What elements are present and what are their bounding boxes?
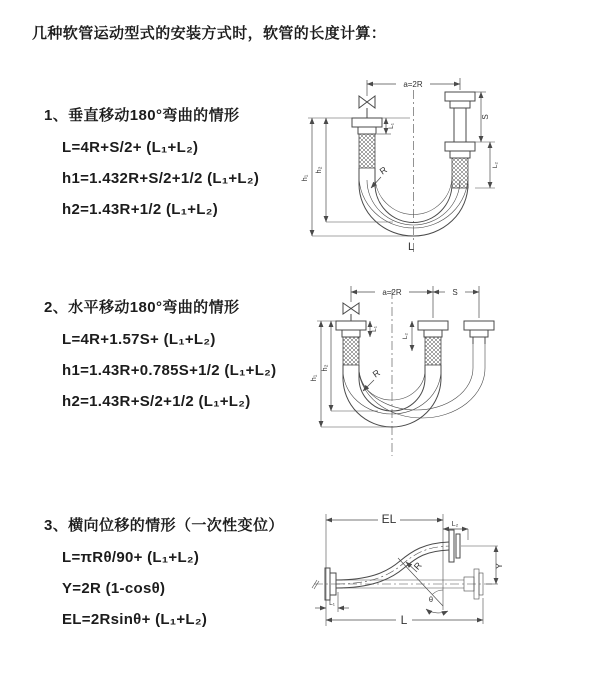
d1-label-h2: h₂ bbox=[314, 166, 323, 174]
d3-angle-construction bbox=[398, 558, 448, 613]
d2-label-l2: L₂ bbox=[402, 332, 409, 340]
section-2-formula-h2: h2=1.43R+S/2+1/2 (L₁+L₂) bbox=[62, 393, 251, 410]
d3-label-theta: θ bbox=[428, 595, 434, 604]
d2-label-r: R bbox=[370, 367, 382, 380]
d3-hose bbox=[336, 542, 464, 588]
d2-valve bbox=[343, 303, 359, 321]
d2-dimensions bbox=[309, 286, 479, 427]
d1-label-s: S bbox=[481, 114, 490, 120]
section-3-formula-Y: Y=2R (1-cosθ) bbox=[62, 580, 166, 597]
d1-right-fitting bbox=[445, 92, 475, 188]
section-2-heading: 2、水平移动180°弯曲的情形 bbox=[44, 299, 240, 316]
section-1-heading: 1、垂直移动180°弯曲的情形 bbox=[44, 107, 240, 124]
d3-label-l1: L₁ bbox=[329, 600, 335, 607]
d3-dimensions bbox=[315, 512, 504, 627]
d3-top-fitting bbox=[449, 530, 460, 562]
d2-label-a2r: a=2R bbox=[382, 288, 402, 297]
d2-hose bbox=[343, 344, 485, 427]
d2-label-l1: L₁ bbox=[371, 326, 378, 332]
d2-middle-fitting bbox=[418, 321, 448, 365]
d3-radius-callout bbox=[406, 560, 424, 572]
d2-label-h2: h₂ bbox=[320, 364, 329, 372]
d1-label-h1: h₁ bbox=[300, 174, 309, 182]
section-3-formula-L: L=πRθ/90+ (L₁+L₂) bbox=[62, 549, 200, 566]
section-1-formula-L: L=4R+S/2+ (L₁+L₂) bbox=[62, 139, 199, 156]
d1-label-l-bottom: L bbox=[407, 241, 415, 253]
d1-label-l2: L₂ bbox=[492, 161, 499, 169]
d2-label-s: S bbox=[452, 288, 458, 297]
d3-label-y: Y bbox=[494, 563, 504, 569]
d2-left-fitting bbox=[336, 321, 366, 365]
diagram-lateral-displacement bbox=[298, 502, 598, 647]
d2-label-h1: h₁ bbox=[309, 374, 318, 382]
d3-label-r: R bbox=[411, 560, 424, 572]
section-2-formula-L: L=4R+1.57S+ (L₁+L₂) bbox=[62, 331, 216, 348]
d1-label-a2r: a=2R bbox=[403, 80, 423, 89]
d3-label-l2: L₂ bbox=[451, 521, 459, 528]
d3-label-el: EL bbox=[381, 512, 397, 526]
section-2 bbox=[44, 296, 276, 410]
d1-valve bbox=[359, 96, 375, 118]
d2-radius-callout bbox=[363, 367, 382, 391]
section-1-formula-h2: h2=1.43R+1/2 (L₁+L₂) bbox=[62, 201, 219, 218]
diagram-horizontal-180-bend bbox=[298, 278, 598, 463]
section-3-formula-EL: EL=2Rsinθ+ (L₁+L₂) bbox=[62, 611, 208, 628]
d1-label-l1: L₁ bbox=[388, 123, 395, 129]
section-3 bbox=[44, 514, 284, 628]
section-2-formula-h1: h1=1.43R+0.785S+1/2 (L₁+L₂) bbox=[62, 362, 277, 379]
d2-right-fitting bbox=[464, 321, 494, 344]
diagram-vertical-180-bend bbox=[298, 72, 593, 264]
section-1 bbox=[44, 104, 259, 218]
page-title: 几种软管运动型式的安装方式时，软管的长度计算： bbox=[32, 25, 387, 42]
section-1-formula-h1: h1=1.432R+S/2+1/2 (L₁+L₂) bbox=[62, 170, 260, 187]
d3-label-l: L bbox=[400, 613, 408, 627]
section-3-heading: 3、横向位移的情形（一次性变位） bbox=[44, 517, 284, 534]
d1-left-fitting bbox=[352, 118, 382, 168]
d1-label-r: R bbox=[377, 164, 389, 177]
